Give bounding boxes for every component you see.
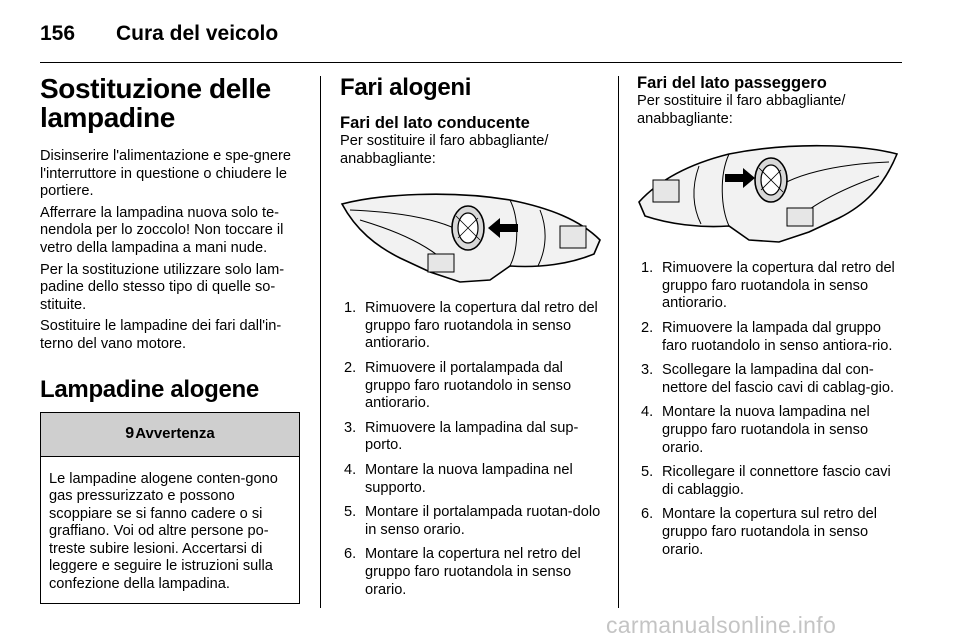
warning-title: Avvertenza — [135, 425, 215, 443]
step-text: Montare la copertura sul retro del gruppo faro ruotandola in senso orario. — [662, 506, 877, 558]
list-item — [637, 320, 899, 355]
step-number: 4. — [344, 461, 357, 478]
list-item — [340, 300, 602, 353]
page-number: 156 — [40, 22, 76, 45]
column-divider-2 — [618, 76, 619, 608]
header-divider — [40, 62, 902, 63]
watermark: carmanualsonline.info — [606, 612, 837, 638]
list-item — [637, 404, 899, 457]
paragraph: Sostituire le lampadine dei fari dall'in-terno del vano motore. — [40, 318, 282, 352]
step-text: Ricollegare il connettore fascio cavi di cablaggio. — [662, 464, 891, 498]
steps-list-passenger — [637, 260, 899, 559]
column-1 — [40, 74, 302, 604]
step-text: Rimuovere il portalampada dal gruppo faro ruotandolo in senso antiorario. — [365, 359, 572, 412]
list-item — [340, 360, 602, 413]
warning-text: Le lampadine alogene conten-gono gas pressurizzato e possono scoppiare se si fanno cadere o si graffiano. Voi od altre persone po-treste subire lesioni. Accertarsi di leggere e seguire le istruzioni sulla confezione della lampadina. — [49, 470, 278, 592]
step-text: Montare la nuova lampadina nel supporto. — [365, 461, 573, 496]
steps-list-driver — [340, 300, 602, 599]
step-text: Rimuovere la lampada dal gruppo faro ruotandolo in senso antiora-rio. — [662, 319, 893, 354]
subheading-passenger-side: Fari del lato passeggero — [637, 74, 827, 92]
step-number: 3. — [641, 362, 654, 379]
paragraph: Per la sostituzione utilizzare solo lam-padine dello stesso tipo di quelle so-stituite. — [40, 261, 285, 313]
step-number: 1. — [641, 260, 654, 277]
section-heading-bulb-replacement: Sostituzione delle lampadine — [40, 73, 271, 133]
column-3 — [637, 74, 899, 566]
paragraph: Disinserire l'alimentazione e spe-gnere l'interruttore in questione o chiudere le portiere. — [40, 148, 292, 200]
step-text: Scollegare la lampadina dal con-nettore del fascio cavi di cablag-gio. — [662, 362, 895, 396]
warning-header — [41, 413, 299, 457]
subheading-driver-side: Fari del lato conducente — [340, 114, 530, 132]
step-text: Rimuovere la copertura dal retro del gruppo faro ruotandola in senso antiorario. — [365, 300, 598, 352]
chapter-title: Cura del veicolo — [116, 22, 279, 45]
step-number: 6. — [641, 506, 654, 523]
paragraph: Afferrare la lampadina nuova solo te-nendola per lo zoccolo! Non toccare il vetro della lampadina a mani nude. — [40, 204, 284, 256]
list-item — [637, 464, 899, 499]
step-text: Montare il portalampada ruotan-dolo in senso orario. — [365, 504, 601, 538]
step-text: Montare la nuova lampadina nel gruppo faro ruotandola in senso orario. — [662, 404, 870, 456]
step-number: 5. — [641, 464, 654, 481]
intro-text: Per sostituire il faro abbagliante/ anabbagliante: — [637, 93, 846, 127]
list-item — [340, 504, 602, 539]
list-item — [637, 260, 899, 313]
section-heading-halogen-bulbs: Lampadine alogene — [40, 375, 259, 403]
step-number: 1. — [344, 300, 357, 317]
step-number: 2. — [344, 359, 357, 376]
column-divider-1 — [320, 76, 321, 608]
list-item — [340, 546, 602, 599]
step-text: Rimuovere la copertura dal retro del gruppo faro ruotandola in senso antiorario. — [662, 260, 895, 312]
page-header — [40, 18, 900, 54]
step-text: Rimuovere la lampadina dal sup-porto. — [365, 419, 579, 454]
warning-box — [40, 412, 300, 605]
list-item — [340, 420, 602, 455]
step-number: 3. — [344, 419, 357, 436]
warning-icon: 9 — [125, 425, 135, 443]
list-item — [637, 506, 899, 559]
step-text: Montare la copertura nel retro del gruppo faro ruotandola in senso orario. — [365, 546, 581, 598]
list-item — [637, 362, 899, 397]
headlight-driver-illustration — [340, 180, 602, 288]
column-2 — [340, 74, 602, 606]
step-number: 4. — [641, 404, 654, 421]
list-item — [340, 462, 602, 497]
step-number: 2. — [641, 319, 654, 336]
section-heading-halogen-headlights: Fari alogeni — [340, 74, 472, 101]
step-number: 6. — [344, 546, 357, 563]
intro-text: Per sostituire il faro abbagliante/ anabbagliante: — [340, 133, 549, 167]
headlight-passenger-illustration — [637, 136, 899, 248]
step-number: 5. — [344, 504, 357, 521]
